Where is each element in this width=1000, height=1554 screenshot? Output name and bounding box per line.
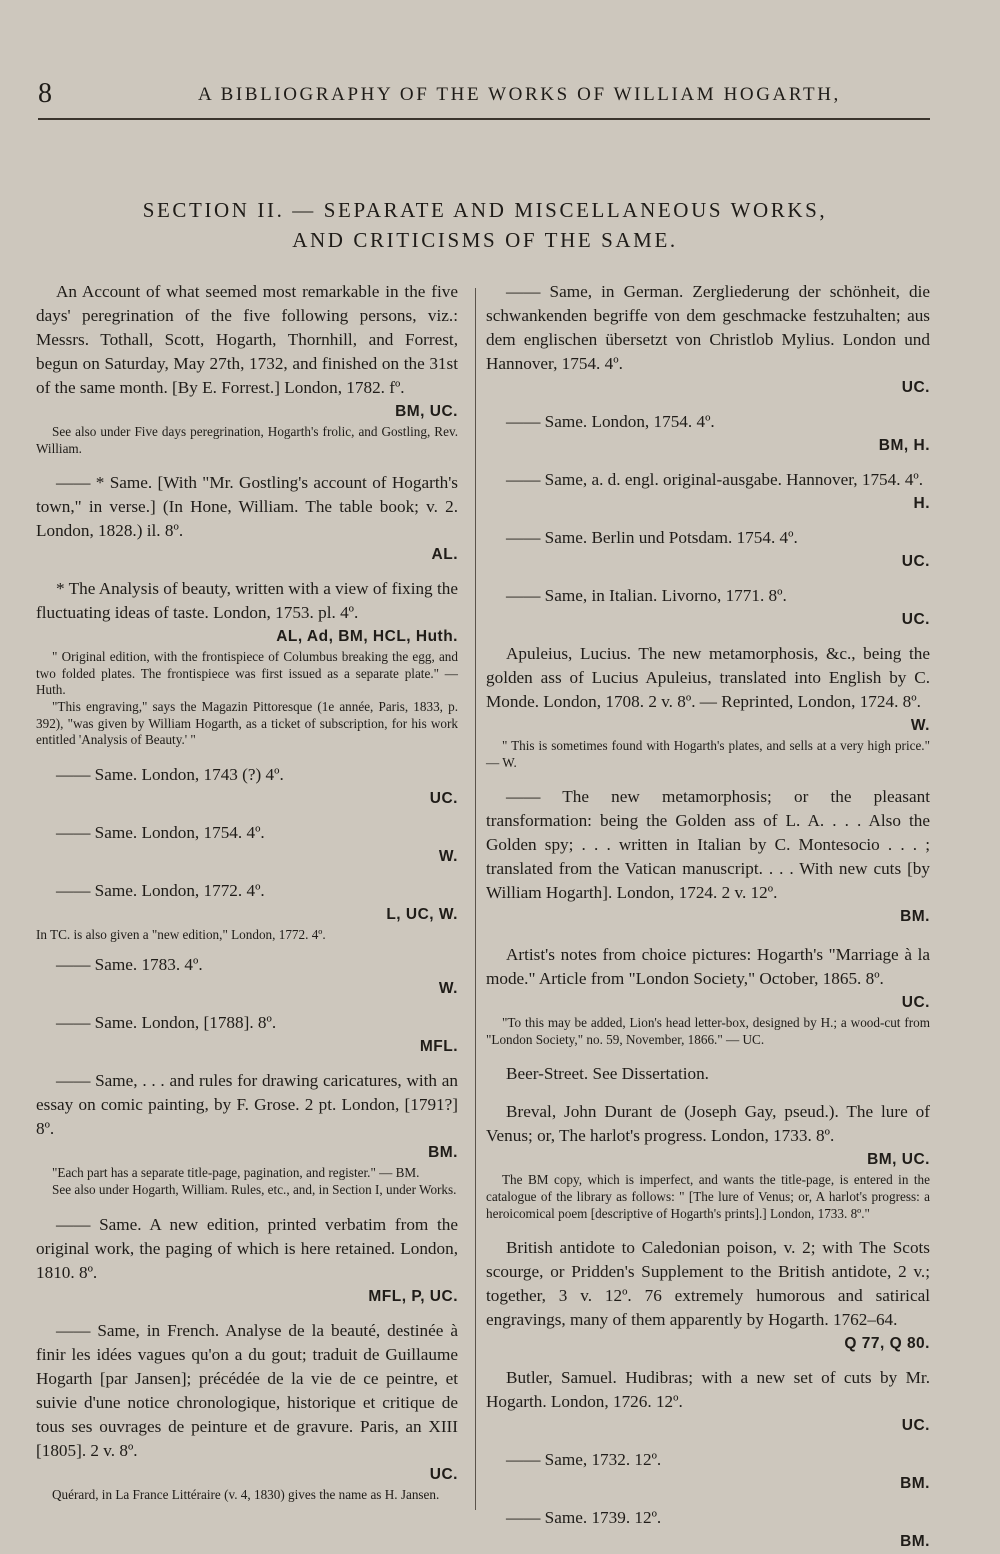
library-codes: BM. (900, 1533, 930, 1551)
library-codes: H. (913, 495, 930, 512)
library-codes: BM. (428, 1144, 458, 1162)
header-rule (38, 118, 930, 120)
running-title: A BIBLIOGRAPHY OF THE WORKS OF WILLIAM HOGARTH, (198, 84, 841, 105)
library-codes: UC. (901, 994, 930, 1012)
entry-text: * The Analysis of beauty, written with a view of fixing the fluctuating ideas of taste. London, 1753. pl. 4º. (36, 579, 458, 623)
entry-metamorphosis (486, 785, 930, 929)
note-artist: "To this may be added, Lion's head letter-box, designed by H.; a wood-cut from "London Society," no. 59, November, 1866." — UC. (486, 1015, 930, 1047)
library-codes: UC. (901, 1417, 930, 1435)
entry-text: —— * Same. [With "Mr. Gostling's account of Hogarth's town," in verse.] (In Hone, William. The table book; v. 2. London, 1828.) il. 8º. (36, 473, 458, 541)
entry-british (486, 1236, 930, 1356)
library-codes: W. (438, 980, 458, 998)
entry-text: Butler, Samuel. Hudibras; with a new set of cuts by Mr. Hogarth. London, 1726. 12º. (486, 1368, 930, 1412)
entry-artist (486, 943, 930, 1015)
running-header (38, 78, 928, 108)
entry-text: —— Same. 1783. 4º. (56, 955, 203, 975)
note-rules-1: "Each part has a separate title-page, pagination, and register." — BM. (52, 1165, 420, 1181)
entry-same-german (486, 280, 930, 400)
note-analysis-1: " Original edition, with the frontispiece of Columbus breaking the egg, and two folded plates. The frontispiece was first issued as a separate plate." — Huth. (36, 649, 458, 698)
library-codes: BM, UC. (867, 1151, 930, 1169)
library-codes: BM, UC. (395, 403, 458, 420)
entry-text: Apuleius, Lucius. The new metamorphosis, &c., being the golden ass of Lucius Apuleius, translated into English by C. Monde. London, 1708. 2 v. 8º. — Reprinted, London, 1724. 8º. (486, 644, 930, 711)
entry-text: —— Same, in Italian. Livorno, 1771. 8º. (506, 586, 787, 605)
entry-same-french (36, 1319, 458, 1487)
library-codes: BM. (900, 908, 930, 926)
entry-text: —— Same, a. d. engl. original-ausgabe. Hannover, 1754. 4º. (506, 470, 924, 489)
library-codes: UC. (429, 1465, 458, 1483)
entry-same-1788 (36, 1011, 458, 1059)
entry-same-1743 (36, 763, 458, 811)
library-codes: Q 77, Q 80. (844, 1335, 930, 1353)
note-tc: In TC. is also given a "new edition," London, 1772. 4º. (36, 926, 326, 942)
library-codes: BM. (900, 1475, 930, 1493)
entry-text: An Account of what seemed most remarkable in the five days' peregrination of the five following persons, viz.: Messrs. Tothall, Scott, Hogarth, Thornhill, and Forrest, begun on Saturday, May 27th, 1732, and finished on the 31st of the same month. [By E. Forrest.] London, 1782. fº. (36, 282, 458, 397)
note-analysis-2: "This engraving," says the Magazin Pittoresque (1e année, Paris, 1833, p. 392), "was given by William Hogarth, as a ticket of subscription, for his work entitled 'Analysis of Beauty.' " (36, 698, 458, 748)
note-french: Quérard, in La France Littéraire (v. 4, 1830) gives the name as H. Jansen. (52, 1486, 440, 1502)
entry-butler-1739 (486, 1506, 930, 1554)
library-codes: UC. (901, 611, 930, 628)
left-column (36, 280, 458, 1503)
note-apuleius: " This is sometimes found with Hogarth's plates, and sells at a very high price." — W. (486, 738, 930, 770)
entry-analysis (36, 577, 458, 649)
entry-same-1810 (36, 1213, 458, 1309)
library-codes: AL. (431, 546, 458, 564)
library-codes: L, UC, W. (386, 905, 458, 923)
entry-same-1783 (36, 953, 458, 1001)
entry-account-same (36, 471, 458, 567)
entry-butler-1732 (486, 1448, 930, 1496)
entry-breval (486, 1100, 930, 1172)
entry-same-1772 (36, 879, 458, 927)
entry-text: —— Same. Berlin und Potsdam. 1754. 4º. (506, 528, 798, 547)
entry-same-1754-london (486, 410, 930, 458)
entry-same-italian (486, 584, 930, 632)
note-rules-2: See also under Hogarth, William. Rules, etc., and, in Section I, under Works. (52, 1181, 457, 1197)
entry-text: —— Same. 1739. 12º. (506, 1508, 662, 1528)
entry-text: —— Same. A new edition, printed verbatim from the original work, the paging of which is here retained. London, 1810. 8º. (36, 1214, 458, 1282)
column-divider (475, 288, 476, 1510)
entry-text: —— Same. London, [1788]. 8º. (56, 1013, 277, 1033)
library-codes: W. (910, 717, 930, 734)
section-heading-line-2: AND CRITICISMS OF THE SAME. (292, 228, 678, 252)
entry-text: —— Same. London, 1743 (?) 4º. (56, 764, 284, 784)
library-codes: W. (438, 847, 458, 865)
entry-text: —— Same, in French. Analyse de la beauté, destinée à finir les idées vagues qu'on a du gout; traduit de Guillaume Hogarth [par Jansen]; précédée de la vie de ce peintre, et suivie d'une notice chronologique, historique et critique de tous ses ouvrages de peinture et de gravure. Paris, an XIII [1805]. 2 v. 8º. (36, 1320, 458, 1460)
entry-same-engl (486, 468, 930, 516)
entry-text: —— Same. London, 1754. 4º. (56, 822, 265, 842)
library-codes: MFL. (419, 1038, 458, 1056)
right-column (486, 280, 930, 1554)
library-codes: UC. (901, 379, 930, 396)
entry-account (36, 280, 458, 424)
entry-text: —— Same, in German. Zergliederung der schönheit, die schwankenden begriffe von dem geschmacke festzuhalten; aus dem englischen übersetzt von Christlob Mylius. London und Hannover, 1754. 4º. (486, 282, 930, 373)
library-codes: BM, H. (878, 437, 930, 454)
entry-text: —— Same. London, 1754. 4º. (506, 412, 715, 431)
note-breval: The BM copy, which is imperfect, and wants the title-page, is entered in the catalogue of the library as follows: " [The lure of Venus; or, A harlot's progress: a heroicomical poem [descriptive of Hogarth's prints].] London, 1733. 8º." (486, 1172, 930, 1221)
entry-text: —— Same. London, 1772. 4º. (56, 880, 265, 900)
entry-text: —— Same, 1732. 12º. (506, 1450, 662, 1470)
entry-beer-street: Beer-Street. See Dissertation. (506, 1064, 709, 1084)
library-codes: UC. (429, 789, 458, 807)
page-number: 8 (38, 78, 52, 109)
entry-same-rules (36, 1069, 458, 1165)
library-codes: AL, Ad, BM, HCL, Huth. (276, 628, 458, 646)
section-heading-line-1: SECTION II. — SEPARATE AND MISCELLANEOUS WORKS, (142, 198, 828, 222)
note-account: See also under Five days peregrination, Hogarth's frolic, and Gostling, Rev. William. (36, 424, 458, 456)
entry-same-1754 (36, 821, 458, 869)
entry-same-berlin (486, 526, 930, 574)
entry-text: British antidote to Caledonian poison, v. 2; with The Scots scourge, or Pridden's Supplement to the British antidote, 2 v.; together, 3 v. 12º. 76 extremely humorous and satirical engravings, many of them apparently by Hogarth. 1762–64. (486, 1238, 930, 1330)
library-codes: MFL, P, UC. (368, 1287, 458, 1305)
library-codes: UC. (901, 553, 930, 570)
entry-text: —— The new metamorphosis; or the pleasant transformation: being the Golden ass of L. A. . . . Also the Golden spy; . . . written in Italian by C. Montesocio . . . ; translated from the Vatican manuscript. . . . With new cuts [by William Hogarth]. London, 1724. 2 v. 12º. (486, 787, 930, 903)
entry-text: Breval, John Durant de (Joseph Gay, pseud.). The lure of Venus; or, The harlot's progress. London, 1733. 8º. (486, 1102, 930, 1146)
entry-butler (486, 1366, 930, 1438)
entry-text: —— Same, . . . and rules for drawing caricatures, with an essay on comic painting, by F. Grose. 2 pt. London, [1791?] 8º. (36, 1071, 458, 1139)
entry-text: Artist's notes from choice pictures: Hogarth's "Marriage à la mode." Article from "London Society," October, 1865. 8º. (486, 945, 930, 989)
entry-apuleius (486, 642, 930, 738)
